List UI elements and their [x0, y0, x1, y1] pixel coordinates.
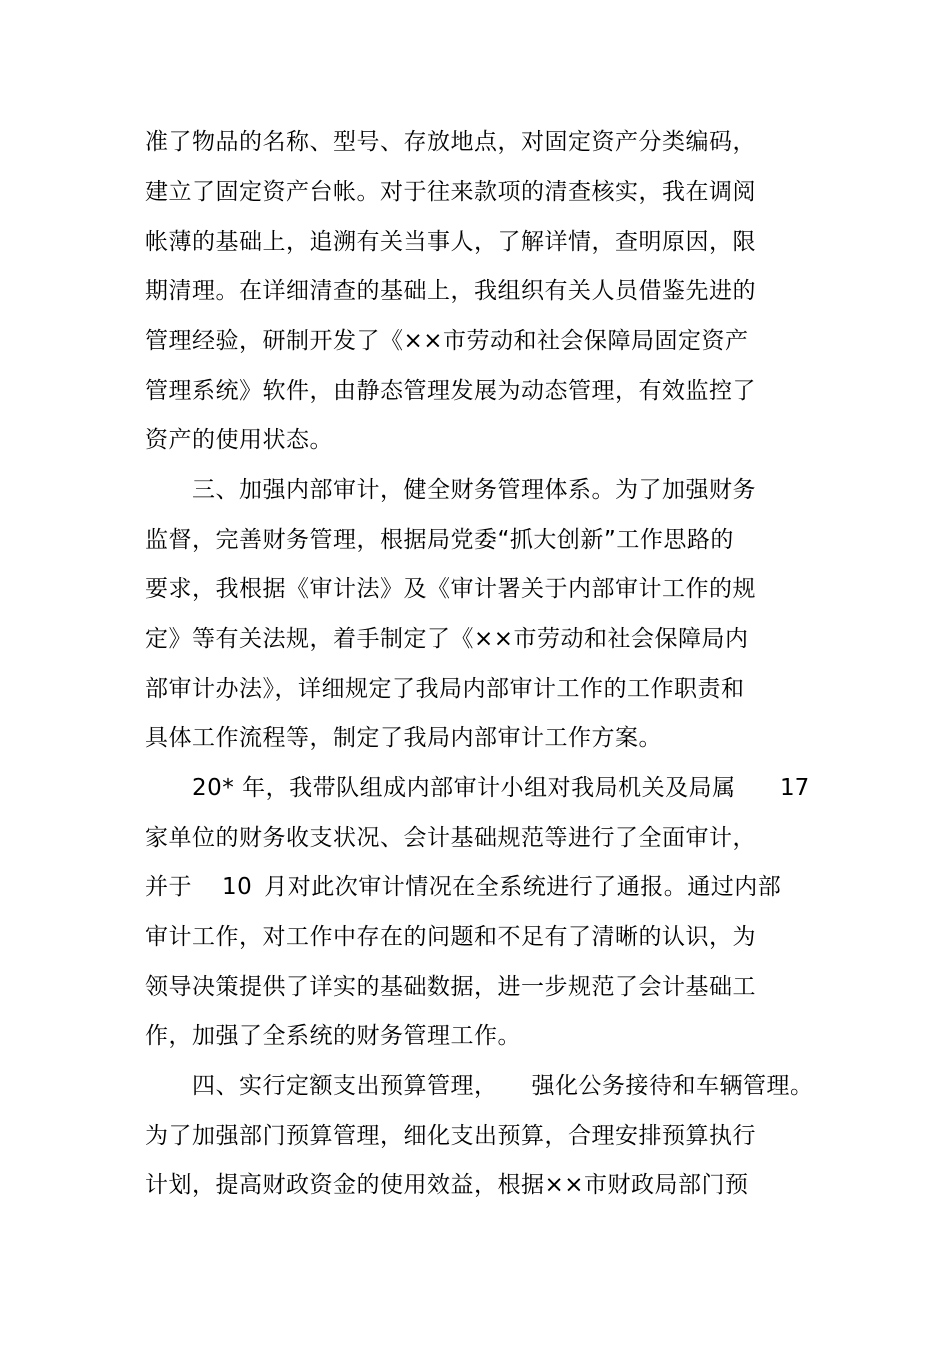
- unit-count: 17: [780, 775, 810, 801]
- text-line: 部审计办法》，详细规定了我局内部审计工作的工作职责和: [145, 676, 745, 702]
- text-line: 审计工作，对工作中存在的问题和不足有了清晰的认识，为: [145, 924, 756, 950]
- text-line: 家单位的财务收支状况、会计基础规范等进行了全面审计，: [145, 825, 756, 851]
- month-number: 10: [222, 874, 253, 900]
- text-line: 资产的使用状态。: [145, 427, 333, 453]
- text-line: 监督，完善财务管理，根据局党委“抓大创新”工作思路的: [145, 527, 734, 553]
- text-line: 帐薄的基础上，追溯有关当事人，了解详情，查明原因，限: [145, 229, 756, 255]
- text-fragment: 四、实行定额支出预算管理，: [192, 1073, 498, 1099]
- text-line: 定》等有关法规，着手制定了《××市劳动和社会保障局内: [145, 626, 749, 652]
- text-line: 作，加强了全系统的财务管理工作。: [145, 1023, 521, 1049]
- text-fragment: 并于: [145, 874, 192, 900]
- text-fragment: 强化公务接待和车辆管理。: [531, 1073, 814, 1099]
- text-line: [145, 867, 781, 907]
- text-line: 具体工作流程等，制定了我局内部审计工作方案。: [145, 725, 662, 751]
- text-line: 管理经验，研制开发了《××市劳动和社会保障局固定资产: [145, 328, 749, 354]
- text-line: 计划，提高财政资金的使用效益，根据××市财政局部门预: [145, 1172, 749, 1198]
- text-line: 管理系统》软件，由静态管理发展为动态管理，有效监控了: [145, 378, 756, 404]
- text-line: 为了加强部门预算管理，细化支出预算，合理安排预算执行: [145, 1123, 756, 1149]
- text-fragment: 月对此次审计情况在全系统进行了通报。通过内部: [264, 874, 782, 900]
- text-line: 建立了固定资产台帐。对于往来款项的清查核实，我在调阅: [145, 179, 756, 205]
- section-heading-4: [192, 1066, 814, 1106]
- section-heading-3: 三、加强内部审计，健全财务管理体系。为了加强财务: [192, 477, 756, 503]
- text-line: 领导决策提供了详实的基础数据，进一步规范了会计基础工: [145, 974, 756, 1000]
- text-line: 要求，我根据《审计法》及《审计署关于内部审计工作的规: [145, 576, 756, 602]
- text-line: 20* 年，我带队组成内部审计小组对我局机关及局属: [192, 775, 736, 801]
- text-line: 期清理。在详细清查的基础上，我组织有关人员借鉴先进的: [145, 278, 756, 304]
- text-line: 准了物品的名称、型号、存放地点，对固定资产分类编码，: [145, 129, 756, 155]
